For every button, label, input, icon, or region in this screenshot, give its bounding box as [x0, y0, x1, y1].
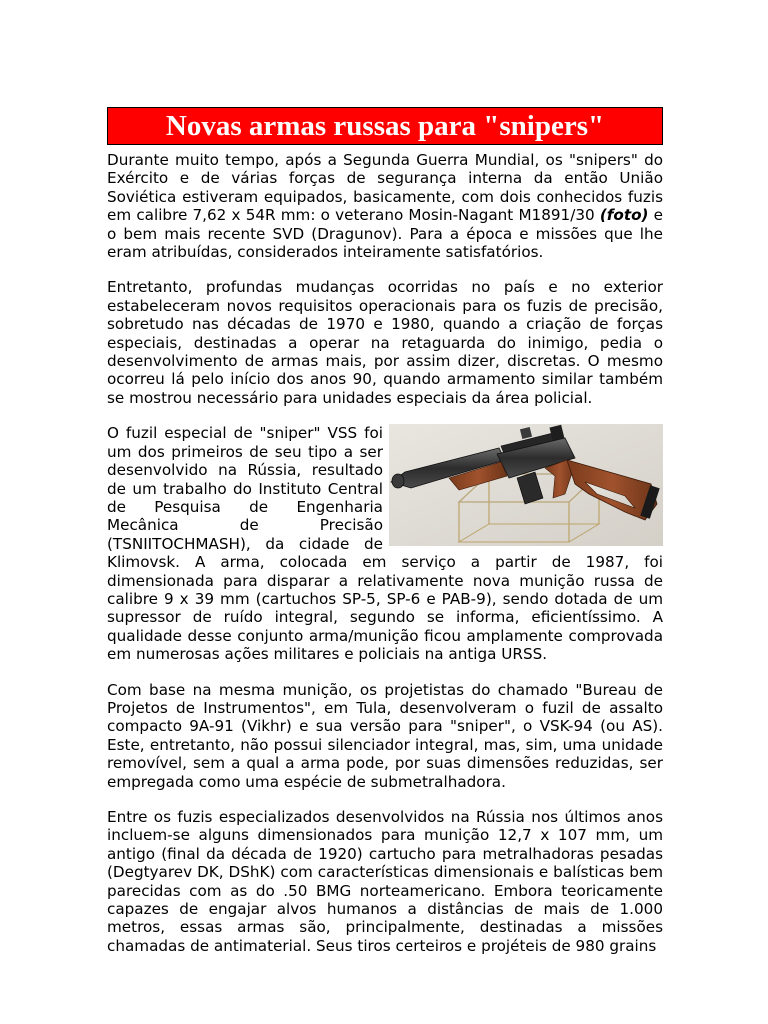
- paragraph-1-text-a: Durante muito tempo, após a Segunda Guerra Mundial, os "snipers" do Exército e de várias forças de segurança interna da então União Soviética estiveram equipados, basicamente, com dois conhecidos fuzis em calibre 7,62 x 54R mm: o veterano Mosin-Nagant M1891/30: [107, 151, 663, 225]
- paragraph-2: Entretanto, profundas mudanças ocorridas no país e no exterior estabeleceram novos requisitos operacionais para os fuzis de precisão, sobretudo nas décadas de 1970 e 1980, quando a criação de forças especiais, destinadas a operar na retaguarda do inimigo, pedia o desenvolvimento de armas mais, por assim dizer, discretas. O mesmo ocorreu lá pelo início dos anos 90, quando armamento similar também se mostrou necessário para unidades especiais da área policial.: [107, 278, 663, 407]
- paragraph-5: Entre os fuzis especializados desenvolvidos na Rússia nos últimos anos incluem-se alguns dimensionados para munição 12,7 x 107 mm, um antigo (final da década de 1920) cartucho para metralhadoras pesadas (Degtyarev DK, DShK) com características dimensionais e balísticas bem parecidas com as do .50 BMG norteamericano. Embora teoricamente capazes de engajar alvos humanos a distâncias de mais de 1.000 metros, essas armas são, principalmente, destinadas a missões chamadas de antimaterial. Seus tiros certeiros e projéteis de 980 grains: [107, 808, 663, 955]
- paragraph-4: Com base na mesma munição, os projetistas do chamado "Bureau de Projetos de Instrumentos", em Tula, desenvolveram o fuzil de assalto compacto 9A-91 (Vikhr) e sua versão para "sniper", o VSK-94 (ou AS). Este, entretanto, não possui silenciador integral, mas, sim, uma unidade removível, sem a qual a arma pode, por suas dimensões reduzidas, ser empregada como uma espécie de submetralhadora.: [107, 680, 663, 791]
- article-body: [107, 151, 663, 955]
- paragraph-1-text-b: e o bem mais recente SVD (Dragunov). Para a época e missões que lhe eram atribuídas, considerados inteiramente satisfatórios.: [107, 206, 664, 262]
- article: [107, 107, 663, 972]
- title-banner: [107, 107, 663, 145]
- article-title: Novas armas russas para "snipers": [165, 109, 605, 142]
- vss-rifle-photo: [389, 424, 663, 546]
- foto-reference: (foto): [599, 206, 649, 225]
- paragraph-3: O fuzil especial de "sniper" VSS foi um dos primeiros de seu tipo a ser desenvolvido na Rússia, resultado de um trabalho do Instituto Central de Pesquisa de Engenharia Mecânica de Precisão (TSNIITOCHMASH), da cidade de Klimovsk. A arma, colocada em serviço a partir de 1987, foi dimensionada para disparar a relativamente nova munição russa de calibre 9 x 39 mm (cartuchos SP-5, SP-6 e PAB-9), sendo dotada de um supressor de ruído integral, segundo se informa, eficientíssimo. A qualidade desse conjunto arma/munição ficou amplamente comprovada em numerosas ações militares e policiais na antiga URSS.: [107, 424, 663, 664]
- paragraph-1: [107, 151, 663, 261]
- rifle-image-icon: [389, 424, 663, 546]
